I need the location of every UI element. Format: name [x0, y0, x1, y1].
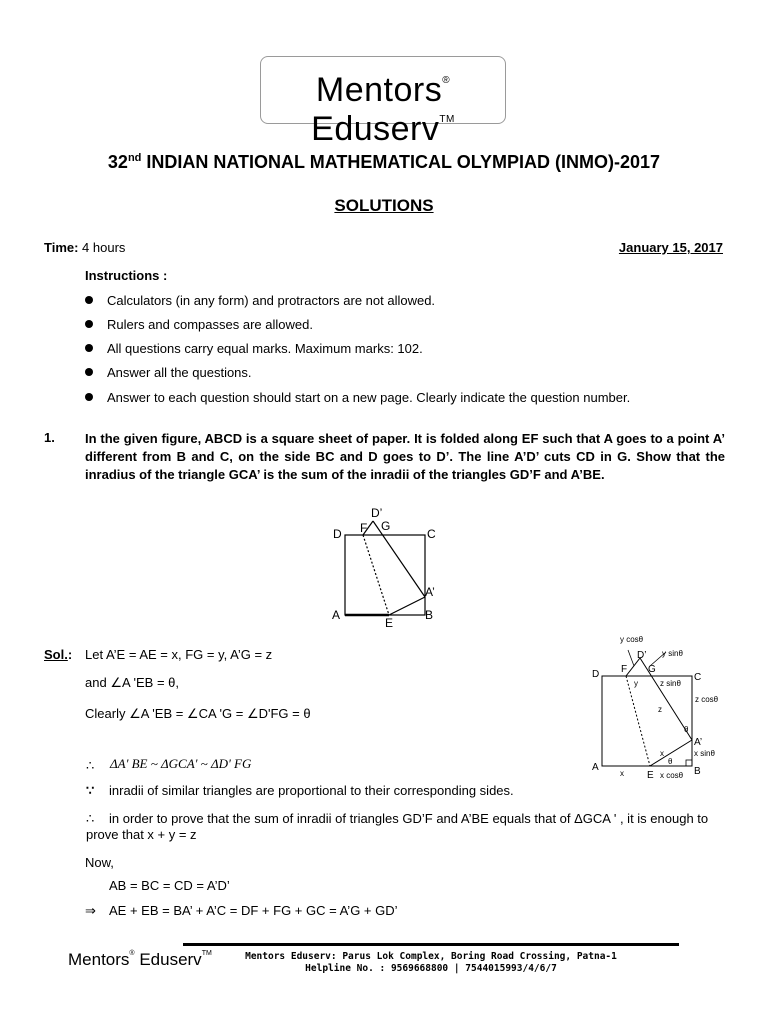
title-number: 32 — [107, 152, 128, 172]
footer-logo-word-2: Eduserv — [134, 950, 202, 969]
sol-line-3-prefix: Clearly — [85, 706, 130, 721]
instruction-text: Answer to each question should start on a new page. Clearly indicate the question number. — [107, 390, 631, 405]
segment-aprime-e — [389, 597, 425, 615]
label-a: A — [332, 608, 341, 622]
sol-line-6: in order to prove that the sum of inradii of triangles GD’F and A’BE equals that of ΔGCA ' , it is enough to prove that x + y = z — [86, 811, 709, 842]
label-f: F — [621, 664, 628, 675]
bullet-icon — [85, 320, 93, 328]
logo-reg: ® — [442, 75, 451, 86]
square-abcd — [602, 676, 692, 766]
label-g: G — [648, 664, 656, 675]
arrow-ycos — [628, 650, 634, 666]
bullet-icon — [85, 296, 93, 304]
label-y: y — [634, 679, 638, 688]
instructions-heading: Instructions : — [85, 268, 168, 283]
label-e: E — [647, 770, 654, 781]
label-e: E — [385, 616, 394, 630]
instruction-item — [85, 317, 313, 332]
instruction-text: Calculators (in any form) and protractors are not allowed. — [107, 293, 436, 308]
label-b: B — [694, 766, 701, 777]
sol-line-3-math: ∠A 'EB = ∠CA 'G = ∠D'FG = θ — [129, 706, 311, 721]
footer-address: Mentors Eduserv: Parus Lok Complex, Boring Road Crossing, Patna-1 — [245, 951, 617, 962]
label-f: F — [360, 521, 368, 535]
sol-now: Now, — [85, 855, 114, 870]
sol-line-1: Let A’E = AE = x, FG = y, A’G = z — [85, 647, 273, 662]
sol-label-text: Sol. — [44, 647, 68, 662]
time-label: Time: — [44, 240, 79, 255]
similar-triangles: ΔA' BE ~ ΔGCA' ~ ΔD' FG — [110, 756, 252, 771]
sol-eq-1: AB = BC = CD = A’D’ — [109, 878, 230, 893]
sol-line-2 — [85, 675, 179, 691]
page-subtitle: SOLUTIONS — [334, 196, 434, 215]
label-xcos: x cosθ — [660, 771, 684, 780]
therefore-symbol-2: ∴ — [86, 811, 95, 826]
label-ycos: y cosθ — [620, 635, 644, 644]
title-sup: nd — [127, 152, 142, 164]
sol-line-2-prefix: and — [85, 675, 111, 690]
label-zsin: z sinθ — [660, 679, 681, 688]
label-z: z — [658, 705, 662, 714]
label-aprime: A’ — [425, 585, 435, 599]
instruction-item — [85, 390, 630, 405]
label-theta-2: θ — [668, 757, 673, 766]
sol-label — [44, 647, 72, 662]
label-dprime: D’ — [371, 506, 383, 520]
sol-line-5: inradii of similar triangles are proportional to their corresponding sides. — [109, 783, 514, 798]
label-xsin: x sinθ — [694, 749, 715, 758]
instruction-text: All questions carry equal marks. Maximum marks: 102. — [107, 341, 423, 356]
sol-line-3 — [85, 706, 311, 722]
footer-helpline: Helpline No. : 9569668800 | 7544015993/4/6/7 — [305, 963, 557, 974]
logo-word: Mentors — [315, 71, 443, 109]
because-symbol: ∵ — [86, 783, 95, 798]
sol-eq-2: AE + EB = BA’ + A’C = DF + FG + GC = A’G + GD’ — [109, 903, 398, 918]
label-dprime: D’ — [637, 650, 647, 661]
footer-rule — [183, 943, 679, 946]
solution-figure — [588, 630, 758, 785]
time-value: 4 hours — [78, 240, 126, 255]
label-c: C — [427, 527, 436, 541]
label-x: x — [660, 749, 664, 758]
label-ysin: y sinθ — [662, 649, 683, 658]
footer-logo-reg: ® — [129, 950, 135, 957]
logo-word-2: Eduserv — [311, 110, 440, 148]
label-c: C — [694, 672, 702, 683]
instruction-text: Rulers and compasses are allowed. — [107, 317, 313, 332]
label-aprime: A’ — [694, 737, 703, 748]
label-zcos: z cosθ — [695, 695, 719, 704]
instruction-item — [85, 293, 435, 308]
footer-logo-tm: TM — [201, 950, 212, 957]
therefore-symbol: ∴ — [86, 758, 95, 773]
right-angle-mark — [686, 760, 692, 766]
sol-line-2-math: ∠A 'EB = θ, — [110, 675, 180, 690]
label-d: D — [333, 527, 342, 541]
bullet-icon — [85, 368, 93, 376]
fold-line-ef — [626, 676, 650, 766]
instruction-item — [85, 365, 252, 380]
instruction-item — [85, 341, 423, 356]
label-b: B — [425, 608, 434, 622]
question-text: In the given figure, ABCD is a square sheet of paper. It is folded along EF such that A goes to a point A’ different from B and C, on the side BC and D goes to D’. The line A’D’ cuts CD in G. Show that the inradius of the triangle GCA’ is the sum of the inradii of the triangles GD’F and A’BE. — [85, 431, 725, 482]
title-text: INDIAN NATIONAL MATHEMATICAL OLYMPIAD (INMO)-2017 — [141, 152, 661, 172]
page-title — [0, 152, 768, 173]
square-fold-figure — [325, 505, 445, 630]
footer-logo-word: Mentors — [68, 950, 130, 969]
logo-tm: TM — [439, 114, 455, 125]
bullet-icon — [85, 344, 93, 352]
label-x-bottom: x — [620, 769, 624, 778]
label-g: G — [381, 519, 391, 533]
label-theta-1: θ — [684, 725, 689, 734]
sol-colon: : — [67, 647, 73, 662]
instruction-text: Answer all the questions. — [107, 365, 252, 380]
implies-symbol: ⇒ — [85, 903, 96, 918]
bullet-icon — [85, 393, 93, 401]
label-a: A — [592, 762, 599, 773]
logo-text — [261, 71, 505, 149]
question-number: 1. — [44, 430, 55, 445]
fold-line-ef — [363, 535, 389, 615]
time-line — [44, 240, 125, 255]
exam-date: January 15, 2017 — [618, 240, 723, 255]
logo-box — [260, 56, 506, 148]
label-d: D — [592, 669, 600, 680]
